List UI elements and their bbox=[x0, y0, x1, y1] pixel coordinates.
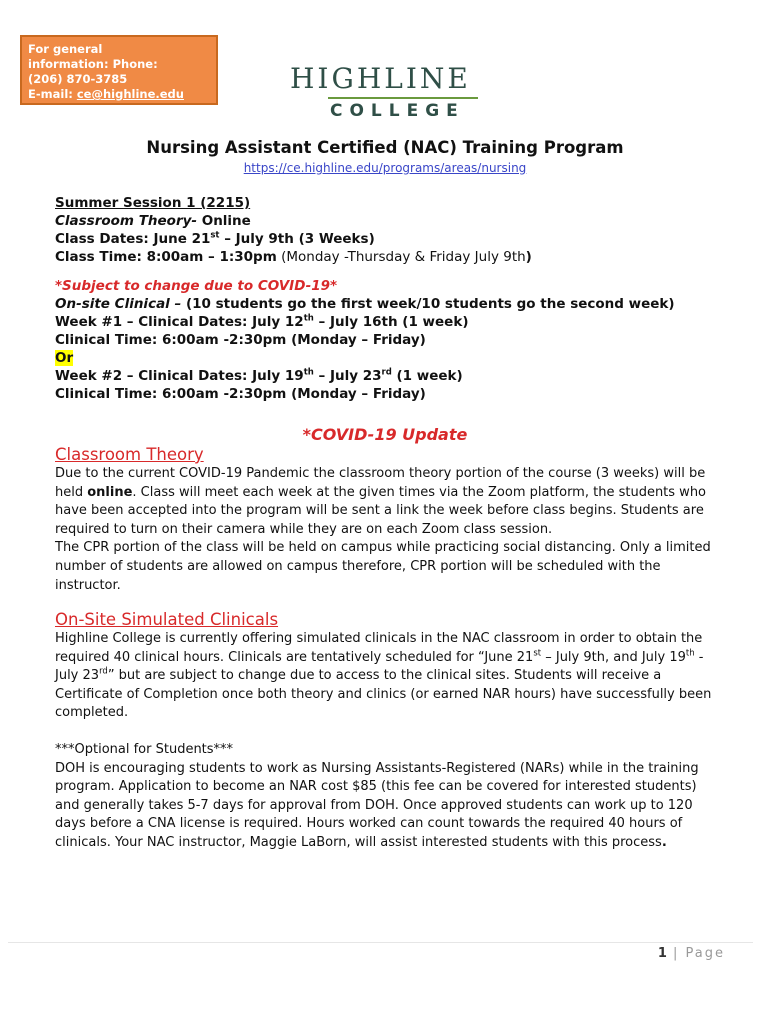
session-block bbox=[55, 194, 735, 266]
week1-sup: th bbox=[303, 313, 314, 324]
week2-text-2: – July 23 bbox=[313, 368, 382, 384]
optional-p2-text: clinicals. Your NAC instructor, Maggie LaBorn, will assist interested students with this process bbox=[55, 834, 662, 850]
contact-line-1: For general bbox=[28, 42, 103, 56]
class-time bbox=[55, 248, 735, 266]
email-label: E-mail: bbox=[28, 87, 77, 101]
week2-time: Clinical Time: 6:00am -2:30pm (Monday – Friday) bbox=[55, 386, 426, 402]
optional-section bbox=[55, 741, 725, 853]
onsite-text: (10 students go the first week/10 students go the second week) bbox=[185, 296, 675, 312]
contact-email-line bbox=[28, 87, 210, 102]
footer-divider bbox=[8, 942, 753, 943]
theory-p1-bold: online bbox=[87, 484, 133, 500]
week2-dates bbox=[55, 367, 735, 385]
page-footer bbox=[600, 946, 725, 961]
class-dates-text: Class Dates: June 21 bbox=[55, 231, 211, 247]
or-highlight: Or bbox=[55, 350, 74, 366]
page-title: Nursing Assistant Certified (NAC) Training Program bbox=[146, 138, 624, 157]
or-line bbox=[55, 349, 735, 367]
onsite-label: On-site Clinical – bbox=[55, 296, 186, 312]
theory-line bbox=[55, 212, 735, 230]
optional-paragraph-2 bbox=[55, 834, 725, 853]
onsite-clinical-line bbox=[55, 295, 735, 313]
week1-text: Week #1 – Clinical Dates: July 12 bbox=[55, 314, 304, 330]
page-number: 1 bbox=[657, 946, 667, 961]
theory-paragraph-1 bbox=[55, 465, 725, 539]
clinicals-text-c: - July 23 bbox=[55, 649, 704, 684]
classroom-theory-text bbox=[55, 465, 725, 595]
class-time-close: ) bbox=[525, 249, 532, 265]
clinicals-text-d: ” but are subject to change due to access to the clinical sites. Students will receive a Certificate of Completion once both theory and clinics (or earned NAR hours) have successfully been completed. bbox=[55, 668, 712, 721]
optional-paragraph-1: DOH is encouraging students to work as Nursing Assistants-Registered (NARs) while in the training program. Application to become an NAR cost $85 (this fee can be covered for interested students) and generally takes 5-7 days for approval from DOH. Once approved students can work up to 120 days before a CNA license is required. Hours worked can count towards the required 40 hours of bbox=[55, 760, 699, 832]
logo-divider bbox=[328, 97, 478, 99]
clinicals-sup-2: th bbox=[685, 648, 695, 659]
simulated-clinicals-heading: On-Site Simulated Clinicals bbox=[55, 610, 279, 629]
optional-p2-end: . bbox=[661, 834, 667, 850]
class-dates-sup: st bbox=[210, 230, 220, 241]
session-heading: Summer Session 1 (2215) bbox=[55, 195, 251, 211]
week2-text: Week #2 – Clinical Dates: July 19 bbox=[55, 368, 304, 384]
theory-p1-text-2: . Class will meet each week at the given times via the Zoom platform, the students who have been accepted into the program will be sent a link the week before class begins. Students are required to turn on their camera while they are on each Zoom class session. bbox=[55, 484, 707, 537]
class-time-text: Class Time: 8:00am – 1:30pm bbox=[55, 249, 277, 265]
covid-update-heading: *COVID-19 Update bbox=[302, 425, 468, 444]
clinicals-sup-3: rd bbox=[99, 666, 108, 677]
clinical-block bbox=[55, 277, 735, 403]
optional-heading: ***Optional for Students*** bbox=[55, 742, 234, 757]
contact-line-2: information: Phone: bbox=[28, 57, 158, 71]
week2-text-3: (1 week) bbox=[391, 368, 463, 384]
class-dates bbox=[55, 230, 735, 248]
theory-label: Classroom Theory- bbox=[55, 213, 198, 229]
clinicals-text-a: Highline College is currently offering simulated clinicals in the NAC classroom in order to obtain the required 40 clinical hours. Clinicals are tentatively scheduled for “June 21 bbox=[55, 631, 703, 665]
theory-p1-text: Due to the current COVID-19 Pandemic the classroom theory portion of the course (3 weeks) will be held bbox=[55, 466, 706, 500]
week1-text-2: – July 16th (1 week) bbox=[313, 314, 469, 330]
program-url-link[interactable]: https://ce.highline.edu/programs/areas/nursing bbox=[243, 161, 527, 175]
class-time-days: (Monday -Thursday & Friday July 9th bbox=[276, 249, 526, 265]
classroom-theory-heading: Classroom Theory bbox=[55, 445, 204, 464]
week1-time: Clinical Time: 6:00am -2:30pm (Monday – Friday) bbox=[55, 332, 426, 348]
contact-info-box bbox=[20, 35, 218, 105]
week1-dates bbox=[55, 313, 735, 331]
week2-sup-2: rd bbox=[381, 367, 392, 378]
contact-phone: (206) 870-3785 bbox=[28, 72, 128, 86]
theory-mode: Online bbox=[197, 213, 251, 229]
week2-sup-1: th bbox=[303, 367, 314, 378]
highline-college-logo bbox=[290, 62, 480, 126]
logo-bottom-text: COLLEGE bbox=[330, 101, 465, 121]
theory-paragraph-2: The CPR portion of the class will be held on campus while practicing social distancing. Only a limited number of students are allowed on campus therefore, CPR portion will be scheduled with the instructor. bbox=[55, 540, 711, 593]
simulated-clinicals-text bbox=[55, 630, 725, 723]
clinicals-text-b: – July 9th, and July 19 bbox=[541, 649, 686, 665]
page-label: Page bbox=[685, 946, 725, 961]
footer-separator: | bbox=[666, 946, 686, 961]
email-link[interactable]: ce@highline.edu bbox=[76, 87, 184, 101]
clinicals-sup-1: st bbox=[533, 648, 542, 659]
logo-top-text: HIGHLINE bbox=[290, 62, 471, 95]
class-dates-text-2: – July 9th (3 Weeks) bbox=[219, 231, 375, 247]
covid-subject-note: *Subject to change due to COVID-19* bbox=[55, 278, 338, 294]
